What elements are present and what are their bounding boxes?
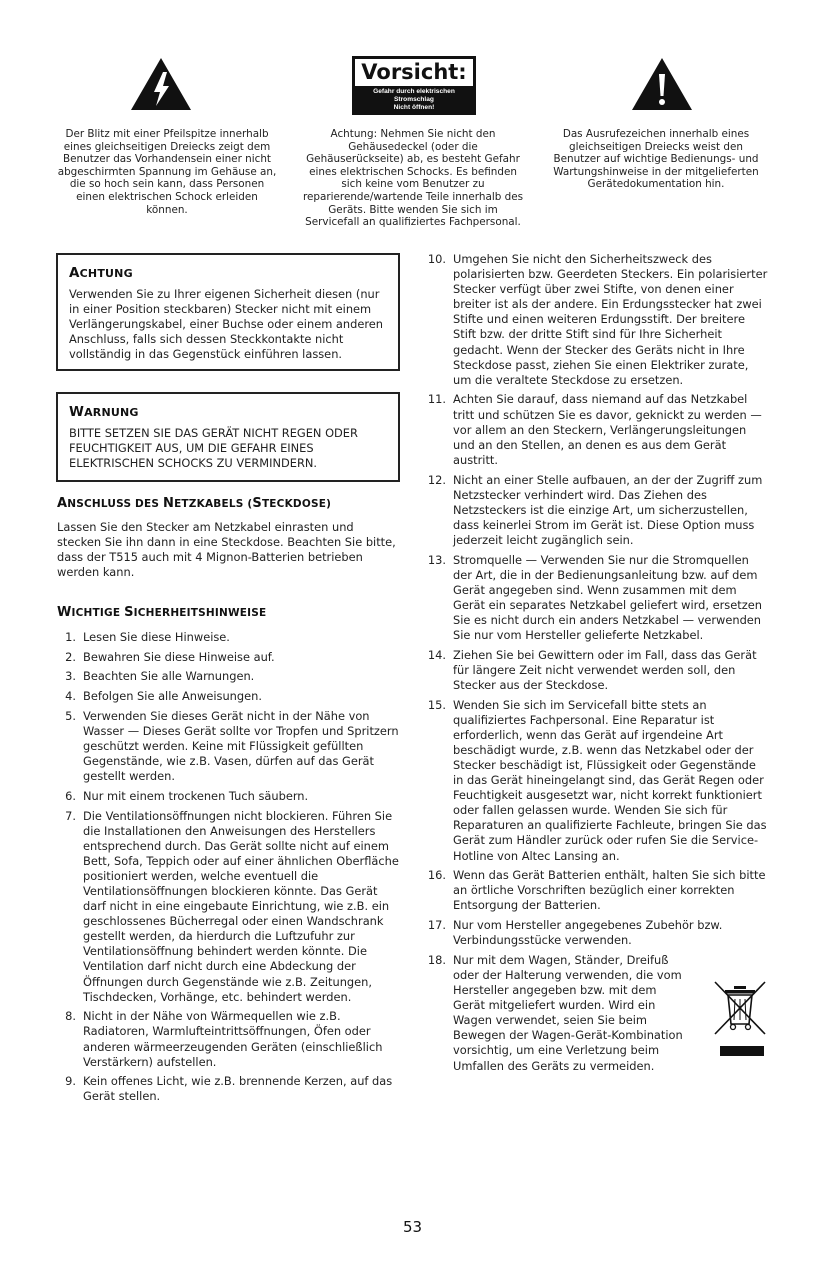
list-item: 15. Wenden Sie sich im Servicefall bitte stets an qualifiziertes Fachpersonal. Eine Reparatur ist erforderlich, wenn das Gerät auf irgendeine Art beschädigt wurde, z.B. wenn das Netzkabel oder der Stecker beschädigt ist, Flüssigkeit oder Gegenstände in das Gerät hineingelangt sind, das Gerät Regen oder Feuchtigkeit ausgesetzt war, nicht korrekt funktioniert oder fallen gelassen wurde. Wenden Sie sich für Reparaturen an qualifizierte Fachleute, bringen Sie das Gerät zum Händler zurück oder rufen Sie die Service-Hotline von Altec Lansing an.	[427, 697, 767, 863]
list-item: 3. Beachten Sie alle Warnungen.	[65, 669, 255, 684]
exclamation-warning-icon	[630, 56, 694, 112]
anschluss-text: Lassen Sie den Stecker am Netzkabel einrasten und stecken Sie ihn dann in eine Steckdose. Beachten Sie bitte, dass der T515 auch mit 4 Mignon-Batterien betrieben werden kann.	[57, 520, 396, 580]
hinweise-heading: WICHTIGE SICHERHEITSHINWEISE	[57, 605, 267, 620]
page-number: 53	[402, 1218, 423, 1236]
safety-list-right	[426, 252, 768, 1078]
vorsicht-caption: Achtung: Nehmen Sie nicht den Gehäusedeckel (oder die Gehäuserückseite) ab, es besteht Gefahr eines elektrischen Schocks. Es befinden sich keine vom Benutzer zu reparierende/wartende Teile innerhalb des Geräts. Bitte wenden Sie sich im Servicefall an qualifiziertes Fachpersonal.	[302, 128, 524, 229]
warnung-box	[56, 392, 400, 482]
warnung-title: WARNUNG	[69, 404, 139, 420]
achtung-title: ACHTUNG	[69, 265, 133, 281]
achtung-text: Verwenden Sie zu Ihrer eigenen Sicherheit diesen (nur in einer Position steckbaren) Stecker nicht mit einem Verlängerungskabel, einer Buchse oder einem anderen Anschluss, falls sich dessen Steckkontakte nicht vollständig in das Gegenstück einführen lassen.	[69, 287, 384, 362]
anschluss-heading: ANSCHLUSS DES NETZKABELS (STECKDOSE)	[57, 496, 332, 511]
vorsicht-sign	[352, 56, 476, 115]
vorsicht-sign-line1: Gefahr durch elektrischen	[373, 88, 455, 95]
list-item: 16. Wenn das Gerät Batterien enthält, halten Sie sich bitte an örtliche Vorschriften bezüglich einer korrekten Entsorgung der Batterien.	[427, 868, 766, 913]
vorsicht-sign-title: Vorsicht:	[361, 60, 467, 84]
list-item: 11. Achten Sie darauf, dass niemand auf das Netzkabel tritt und schützen Sie es davor, geknickt zu werden — vor allem an den Steckern, Verlängerungsleitungen und an den Stellen, an denen es aus dem Gerät austritt.	[427, 392, 762, 467]
lightning-caption: Der Blitz mit einer Pfeilspitze innerhalb eines gleichseitigen Dreiecks zeigt dem Benutzer das Vorhandensein einer nicht abgeschirmten Spannung im Gehäuse an, die so hoch sein kann, dass Personen einen elektrischen Schock erleiden können.	[57, 128, 277, 216]
vorsicht-sign-line2: Stromschlag	[394, 96, 434, 103]
safety-list-left	[56, 630, 402, 1109]
weee-bin-icon	[712, 980, 768, 1060]
list-item: 9. Kein offenes Licht, wie z.B. brennende Kerzen, auf das Gerät stellen.	[65, 1074, 393, 1104]
list-item: 6. Nur mit einem trockenen Tuch säubern.	[65, 788, 309, 803]
achtung-box	[56, 253, 400, 371]
vorsicht-sign-line3: Nicht öffnen!	[393, 104, 435, 111]
list-item: 10. Umgehen Sie nicht den Sicherheitszweck des polarisierten bzw. Geerdeten Steckers. Ein polarisierter Stecker verfügt über zwei Stifte, von denen einer breiter ist als der andere. Ein Erdungsstecker hat zwei Stifte und einen weiteren Erdungsstift. Der breitere Stift bzw. der dritte Stift sind für Ihre Sicherheit gedacht. Wenn der Stecker des Geräts nicht in Ihre Steckdose passt, ziehen Sie einen Elektriker zurate, um die veraltete Steckdose zu ersetzen.	[427, 252, 768, 387]
lightning-warning-icon	[129, 56, 193, 112]
list-item: 18. Nur mit dem Wagen, Ständer, Dreifuß oder der Halterung verwenden, die vom Hersteller angegeben bzw. mit dem Gerät mitgeliefert wurden. Wird ein Wagen verwendet, seien Sie beim Bewegen der Wagen-Gerät-Kombination vorsichtig, um eine Verletzung beim Umfallen des Geräts zu vermeiden.	[427, 952, 683, 1073]
list-item: 14. Ziehen Sie bei Gewittern oder im Fall, dass das Gerät für längere Zeit nicht verwendet werden soll, den Stecker aus der Steckdose.	[427, 647, 757, 692]
list-item: 5. Verwenden Sie dieses Gerät nicht in der Nähe von Wasser — Dieses Gerät sollte vor Tropfen und Spritzern geschützt werden. Keine mit Flüssigkeit gefüllten Gegenstände, wie z.B. Vasen, dürfen auf das Gerät gestellt werden.	[65, 708, 399, 784]
list-item: 4. Befolgen Sie alle Anweisungen.	[65, 689, 262, 704]
list-item: 2. Bewahren Sie diese Hinweise auf.	[65, 649, 275, 664]
list-item: 17. Nur vom Hersteller angegebenes Zubehör bzw. Verbindungsstücke verwenden.	[427, 918, 723, 948]
warnung-text: BITTE SETZEN SIE DAS GERÄT NICHT REGEN ODER FEUCHTIGKEIT AUS, UM DIE GEFAHR EINES ELEKTRISCHEN SCHOCKS ZU VERMINDERN.	[69, 426, 358, 471]
list-item: 1. Lesen Sie diese Hinweise.	[65, 630, 230, 644]
list-item: 7. Die Ventilationsöffnungen nicht blockieren. Führen Sie die Installationen den Anweisungen des Herstellers entsprechend durch. Das Gerät sollte nicht auf einem Bett, Sofa, Teppich oder auf einer ähnlichen Oberfläche positioniert werden, welche eventuell die Ventilationsöffnungen blockieren könnte. Das Gerät darf nicht in eine eingebaute Einrichtung, wie z.B. ein geschlossenes Bücherregal oder einen Wandschrank gestellt werden, da hierdurch die Luftzufuhr zur Ventilationsöffnung behindert werden könnte. Die Ventilation darf nicht durch eine Abdeckung der Öffnungen durch Gegenstände wie z.B. Zeitungen, Tischdecken, Vorhänge, etc. behindert werden.	[65, 808, 399, 1004]
exclamation-caption: Das Ausrufezeichen innerhalb eines gleichseitigen Dreiecks weist den Benutzer auf wichtige Bedienungs- und Wartungshinweise in der mitgelieferten Gerätedokumentation hin.	[553, 128, 759, 191]
list-item: 12. Nicht an einer Stelle aufbauen, an der der Zugriff zum Netzstecker verhindert wird. Das Ziehen des Netzsteckers ist die einzige Art, um sicherzustellen, dass keinerlei Strom im Gerät ist. Diese Option muss jederzeit leicht zugänglich sein.	[427, 472, 763, 547]
list-item: 13. Stromquelle — Verwenden Sie nur die Stromquellen der Art, die in der Bedienungsanleitung bzw. auf dem Gerät angegeben sind. Wenn zusammen mit dem Gerät ein separates Netzkabel geliefert wird, ersetzen Sie es nicht durch ein anders Netzkabel — verwenden Sie nur vom Hersteller gelieferte Netzkabel.	[427, 552, 762, 643]
list-item: 8. Nicht in der Nähe von Wärmequellen wie z.B. Radiatoren, Warmlufteintrittsöffnungen, Öfen oder anderen wärmeerzeugenden Geräten (einschließlich Verstärkern) aufstellen.	[65, 1009, 383, 1069]
